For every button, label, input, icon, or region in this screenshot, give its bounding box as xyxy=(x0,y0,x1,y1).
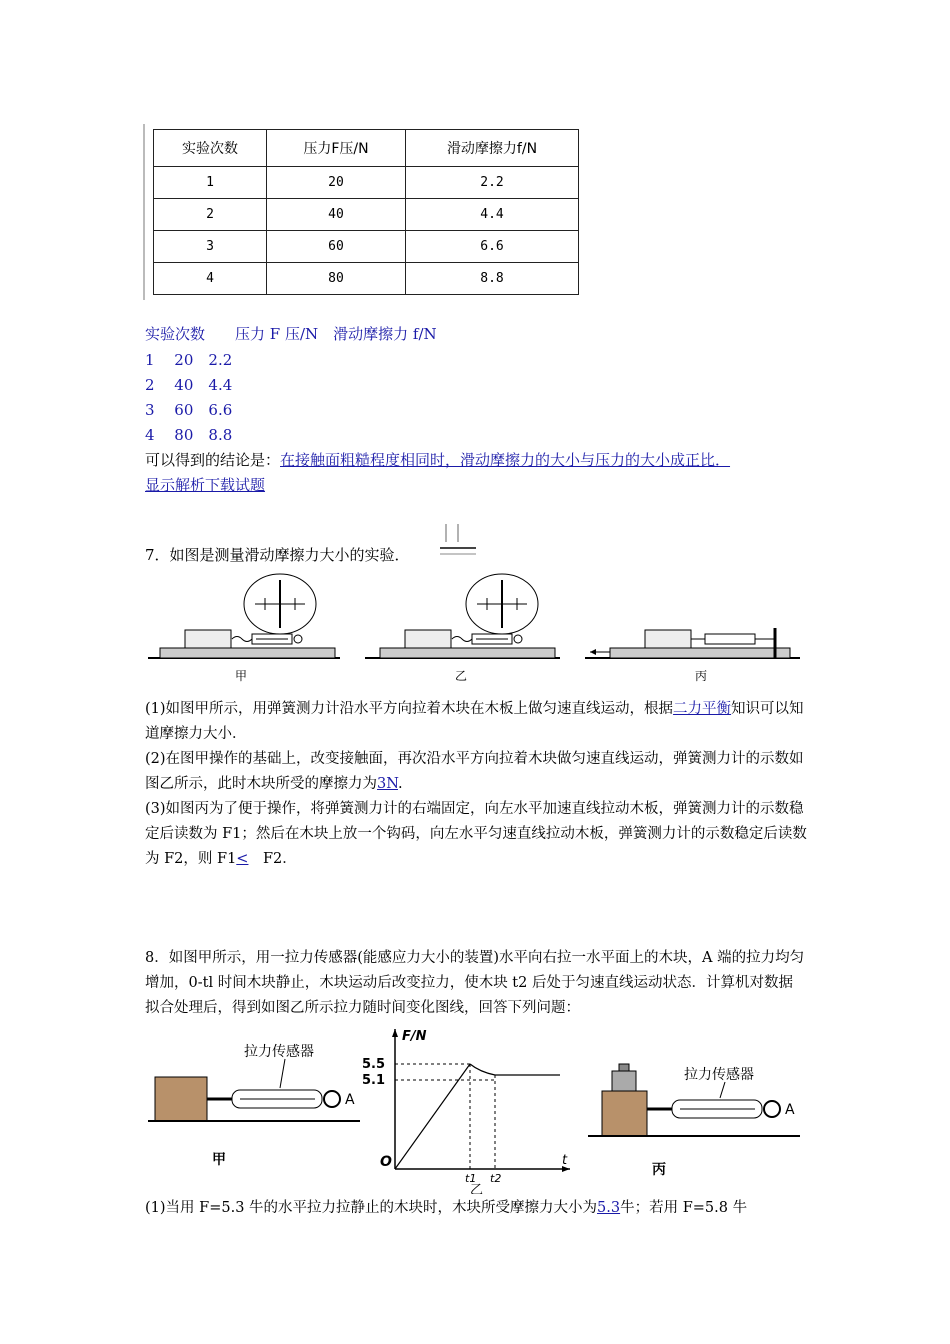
q7-part3-text: (3)如图丙为了便于操作，将弹簧测力计的右端固定，向左水平加速直线拉动木板，弹簧测力计的示数稳定后读数为 F1；然后在木块上放一个钩码，向左水平匀速直线拉动木板，弹簧测力计的示数稳定后读数为 F2，则 F1 xyxy=(145,801,807,867)
table-cell: 3 xyxy=(154,231,267,263)
sensor-label-bing: 拉力传感器 xyxy=(684,1067,754,1083)
small-formula-image xyxy=(436,520,478,560)
table-cell: 2 xyxy=(154,199,267,231)
table-cell: 4.4 xyxy=(406,199,579,231)
graph-y-tick: 5.1 xyxy=(362,1073,386,1088)
data-table-figure xyxy=(143,124,585,300)
graph-x-tick: t2 xyxy=(490,1172,502,1185)
q7-part2 xyxy=(145,747,807,797)
q8-part1-text-end: 牛；若用 F=5.8 牛 xyxy=(620,1200,748,1216)
q7-part1-answer[interactable]: 二力平衡 xyxy=(673,701,732,717)
q7-stem: 7．如图是测量滑动摩擦力大小的实验． xyxy=(145,546,410,564)
graph-origin: O xyxy=(380,1154,392,1170)
show-analysis-link[interactable]: 显示解析下载试题 xyxy=(145,476,266,494)
q7-part2-text: (2)在图甲操作的基础上，改变接触面，再次沿水平方向拉着木块做匀速直线运动，弹簧测力计的示数如图乙所示，此时木块所受的摩擦力为 xyxy=(145,751,804,792)
q7-part3-answer[interactable]: < xyxy=(236,851,249,867)
download-row xyxy=(145,473,265,498)
q8-part1 xyxy=(145,1196,815,1221)
q7-part2-text-end: . xyxy=(398,776,403,792)
q8-part1-answer[interactable]: 5.3 xyxy=(597,1200,621,1216)
conclusion-prefix: 可以得到的结论是： xyxy=(145,451,281,469)
table-cell: 20 xyxy=(267,167,406,199)
graph-x-tick: t1 xyxy=(465,1172,477,1185)
table-cell: 60 xyxy=(267,231,406,263)
table-cell: 4 xyxy=(154,263,267,295)
q8-part1-text: (1)当用 F=5.3 牛的水平拉力拉静止的木块时，木块所受摩擦力大小为 xyxy=(145,1200,598,1216)
end-label-bing: A xyxy=(785,1102,795,1118)
table-cell: 2.2 xyxy=(406,167,579,199)
table-row xyxy=(154,231,579,263)
setup-bing xyxy=(585,628,800,658)
graph-y-tick: 5.5 xyxy=(362,1057,386,1072)
fig-label-bing: 丙 xyxy=(695,669,708,683)
q7-figure xyxy=(140,572,810,690)
graph-y-label: F/N xyxy=(402,1029,427,1044)
text-table-row: 4 80 8.8 xyxy=(145,426,233,444)
table-cell: 80 xyxy=(267,263,406,295)
table-row xyxy=(154,199,579,231)
end-label-jia: A xyxy=(345,1092,355,1108)
text-table-row: 3 60 6.6 xyxy=(145,401,233,419)
setup-jia xyxy=(148,574,340,658)
table-cell: 6.6 xyxy=(406,231,579,263)
text-table-row: 1 20 2.2 xyxy=(145,351,233,369)
q7-part2-answer[interactable]: 3N xyxy=(377,776,398,792)
q7-part1-text-end: 知识可以知道摩擦力大小． xyxy=(145,701,804,742)
text-table-row: 2 40 4.4 xyxy=(145,376,233,394)
table-header-cell: 压力F压/N xyxy=(267,130,406,167)
fig-label-jia-8: 甲 xyxy=(212,1152,226,1168)
text-table-header: 实验次数 压力 F 压/N 滑动摩擦力 f/N xyxy=(145,325,437,343)
setup-jia-8 xyxy=(148,1059,360,1121)
fig-label-yi: 乙 xyxy=(455,669,468,683)
graph-x-label: t xyxy=(562,1153,568,1168)
table-header-cell: 实验次数 xyxy=(154,130,267,167)
fig-label-yi-8: 乙 xyxy=(470,1183,484,1194)
conclusion xyxy=(145,448,815,473)
setup-yi xyxy=(365,574,560,658)
q8-stem: 8．如图甲所示，用一拉力传感器(能感应力大小的装置)水平向右拉一水平面上的木块，A 端的拉力均匀增加，0-tl 时间木块静止，木块运动后改变拉力，使木块 t2 后处于匀速直线运动状态．计算机对数据拟合处理后，得到如图乙所示拉力随时间变化图线，回答下列问题： xyxy=(145,950,805,1016)
fig-label-bing-8: 丙 xyxy=(652,1162,666,1178)
table-header-cell: 滑动摩擦力f/N xyxy=(406,130,579,167)
q7-part3 xyxy=(145,797,807,872)
fig-label-jia: 甲 xyxy=(235,669,248,683)
table-cell: 8.8 xyxy=(406,263,579,295)
table-row xyxy=(154,263,579,295)
table-cell: 40 xyxy=(267,199,406,231)
data-table xyxy=(153,129,579,295)
conclusion-answer[interactable]: 在接触面粗糙程度相同时，滑动摩擦力的大小与压力的大小成正比． xyxy=(280,451,731,469)
table-row xyxy=(154,167,579,199)
sensor-label-jia: 拉力传感器 xyxy=(244,1044,314,1060)
q7-part3-text-end: F2． xyxy=(248,851,297,867)
q7-part1 xyxy=(145,697,807,747)
q7-part1-text: (1)如图甲所示，用弹簧测力计沿水平方向拉着木块在木板上做匀速直线运动，根据 xyxy=(145,701,674,717)
table-cell: 1 xyxy=(154,167,267,199)
q8-figure xyxy=(140,1024,810,1194)
force-time-graph xyxy=(392,1029,570,1172)
